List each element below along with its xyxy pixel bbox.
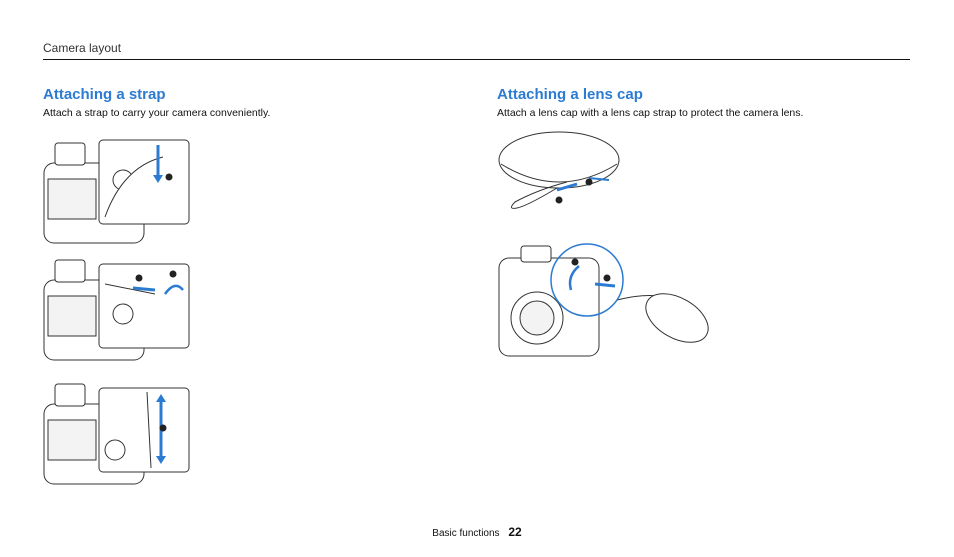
footer-section-label: Basic functions [432,528,500,539]
strap-step-2-illustration [43,254,193,364]
lens-cap-strap-illustration [497,130,637,220]
lens-cap-section-description: Attach a lens cap with a lens cap strap to protect the camera lens. [497,107,804,119]
lens-cap-section-title: Attaching a lens cap [497,86,643,103]
camera-lens-cap-illustration [497,240,722,360]
strap-section-description: Attach a strap to carry your camera conveniently. [43,107,271,119]
section-header: Camera layout [43,41,122,55]
page-number: 22 [508,525,522,539]
header-divider [43,59,910,60]
page-footer [0,525,954,539]
strap-step-3-illustration [43,378,193,488]
strap-section-title: Attaching a strap [43,86,166,103]
strap-step-1-illustration [43,137,193,247]
